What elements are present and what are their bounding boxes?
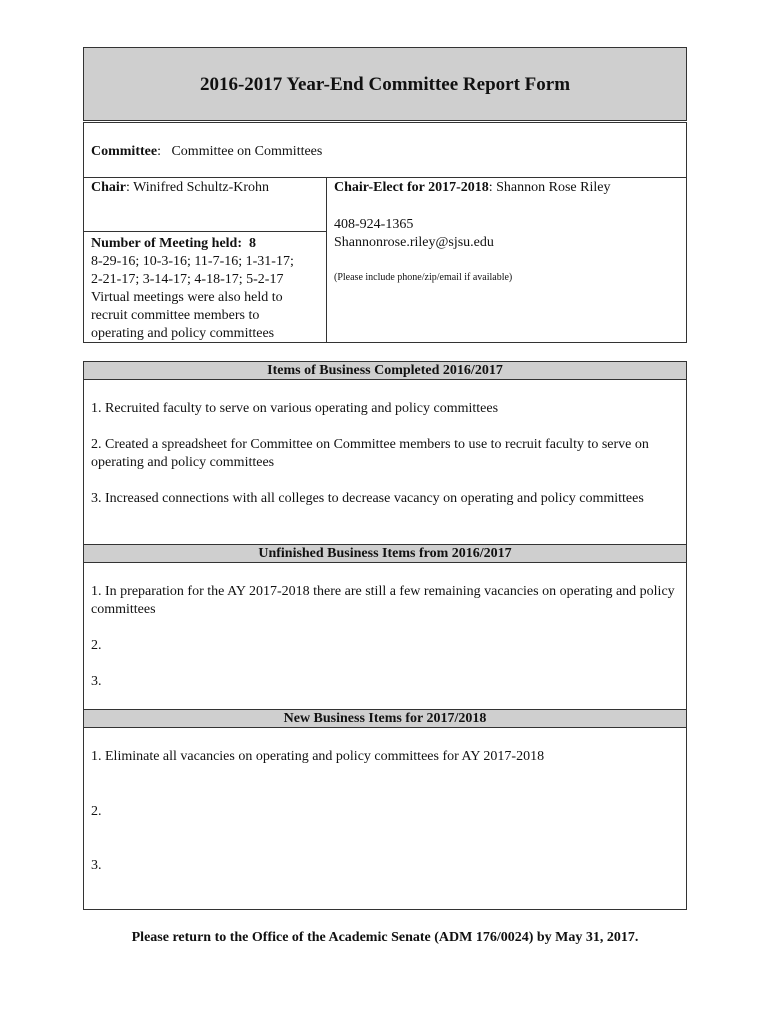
completed-section-heading: Items of Business Completed 2016/2017 — [83, 361, 687, 380]
header-info-table — [83, 122, 687, 343]
unfinished-item: 2. — [91, 638, 102, 653]
new-business-item: 3. — [91, 858, 102, 873]
committee-field: Committee: Committee on Committees — [91, 144, 323, 159]
completed-section-body — [83, 380, 687, 545]
header-divider — [84, 177, 686, 178]
completed-item: 3. Increased connections with all colleges to decrease vacancy on operating and policy committees — [91, 491, 644, 506]
chair-elect-field: Chair-Elect for 2017-2018: Shannon Rose Riley — [334, 180, 611, 195]
chair-divider — [84, 231, 326, 232]
new-business-section-heading: New Business Items for 2017/2018 — [83, 709, 687, 728]
title-banner — [83, 47, 687, 121]
chair-elect-label: Chair-Elect for 2017-2018 — [334, 180, 489, 195]
return-instructions: Please return to the Office of the Academic Senate (ADM 176/0024) by May 31, 2017. — [131, 930, 639, 945]
new-business-item: 1. Eliminate all vacancies on operating and policy committees for AY 2017-2018 — [91, 749, 545, 764]
meetings-field — [91, 235, 256, 253]
committee-label: Committee — [91, 144, 158, 159]
meetings-count: 8 — [249, 236, 256, 251]
chair-elect-phone: 408-924-1365 — [334, 217, 414, 232]
committee-value: Committee on Committees — [171, 144, 323, 159]
chair-elect-email: Shannonrose.riley@sjsu.edu — [334, 235, 494, 250]
unfinished-section-body — [83, 563, 687, 710]
chair-label: Chair — [91, 180, 126, 195]
chair-elect-name: Shannon Rose Riley — [496, 180, 611, 195]
completed-item: 1. Recruited faculty to serve on various operating and policy committees — [91, 401, 499, 416]
header-column-divider — [326, 177, 327, 343]
meetings-line: Virtual meetings were also held to — [91, 290, 283, 305]
meetings-label: Number of Meeting held: — [91, 236, 242, 251]
form-title: 2016-2017 Year-End Committee Report Form — [199, 74, 571, 95]
meetings-line: 2-21-17; 3-14-17; 4-18-17; 5-2-17 — [91, 272, 284, 287]
meetings-line: recruit committee members to — [91, 308, 260, 323]
unfinished-section-heading: Unfinished Business Items from 2016/2017 — [83, 544, 687, 563]
unfinished-item: 3. — [91, 674, 102, 689]
completed-item: 2. Created a spreadsheet for Committee on Committee members to use to recruit faculty to serve on operating and policy committees — [91, 437, 649, 470]
chair-elect-note: (Please include phone/zip/email if available) — [334, 272, 513, 283]
meetings-line: operating and policy committees — [91, 326, 275, 341]
chair-value: Winifred Schultz-Krohn — [133, 180, 270, 195]
chair-field: Chair: Winifred Schultz-Krohn — [91, 180, 270, 195]
new-business-item: 2. — [91, 804, 102, 819]
unfinished-item: 1. In preparation for the AY 2017-2018 there are still a few remaining vacancies on operating and policy committees — [91, 584, 675, 617]
meetings-line: 8-29-16; 10-3-16; 11-7-16; 1-31-17; — [91, 254, 294, 269]
new-business-section-body — [83, 728, 687, 910]
